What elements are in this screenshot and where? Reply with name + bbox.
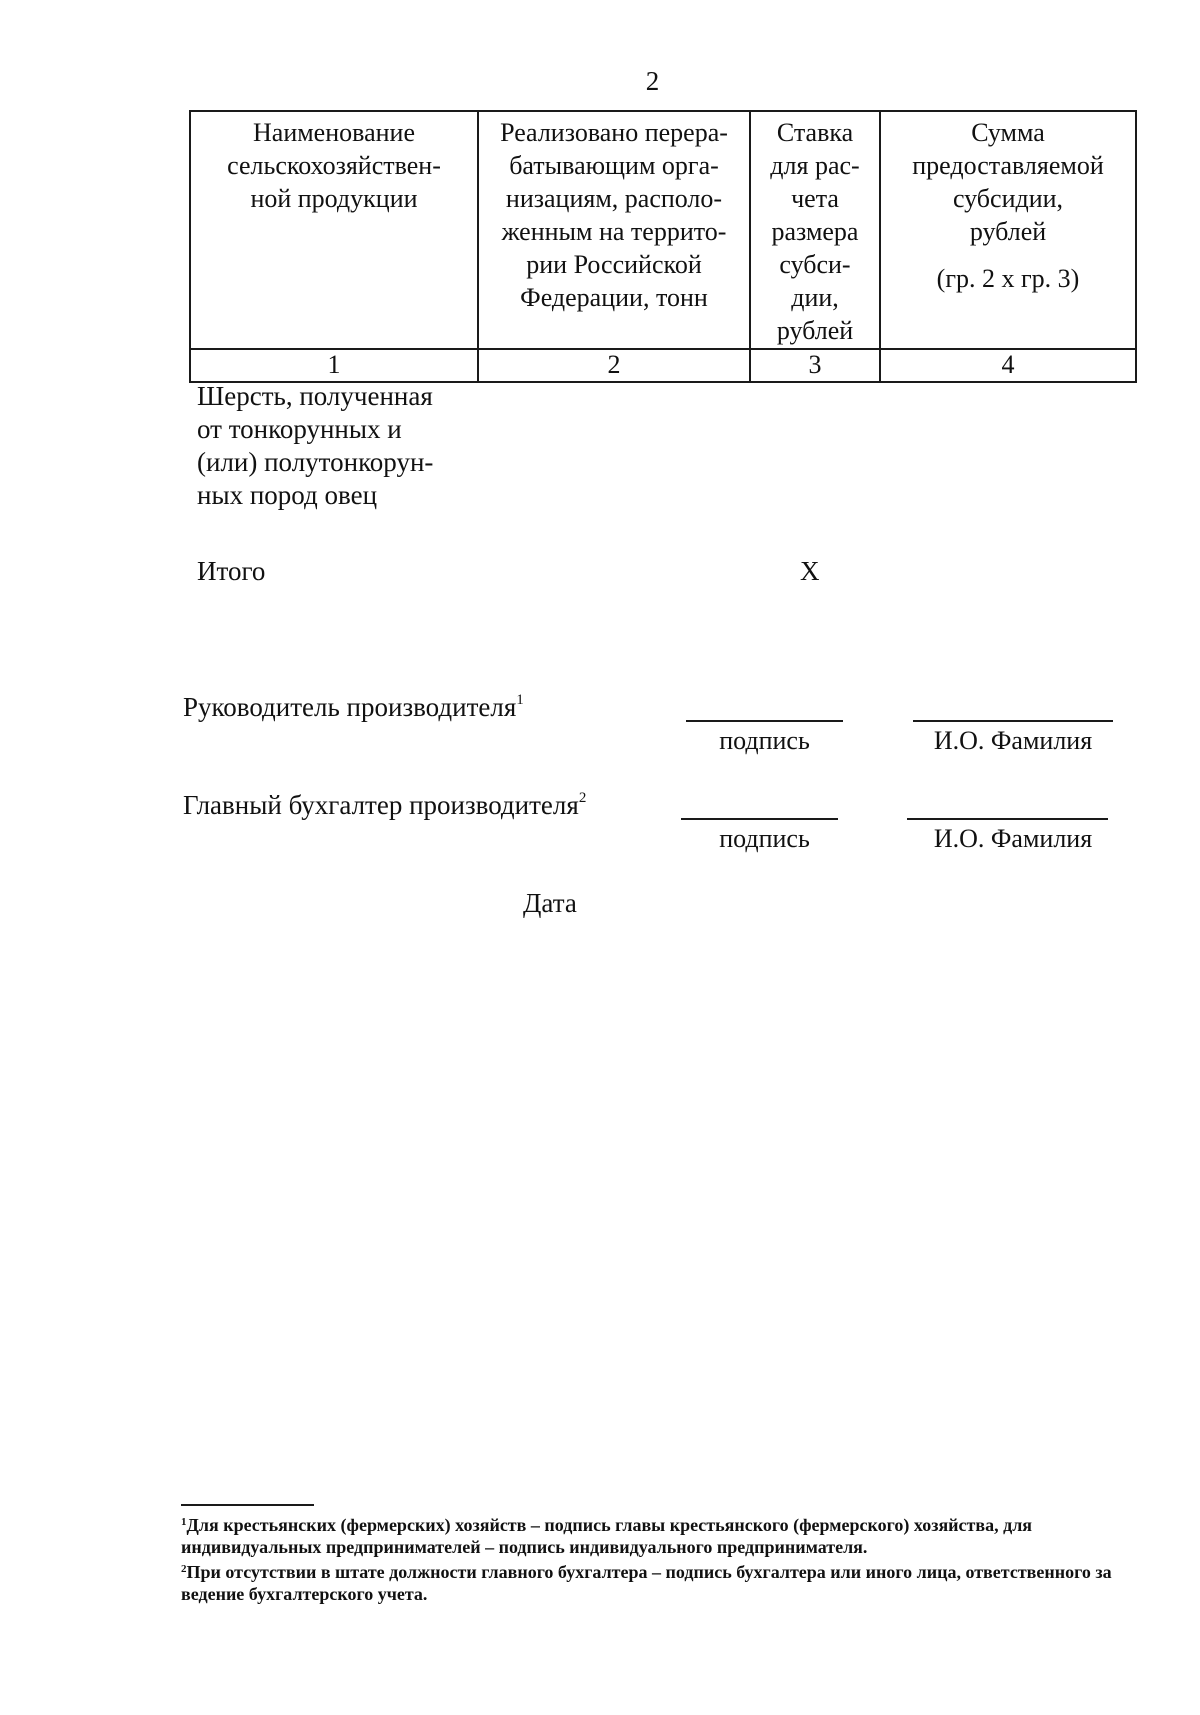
head-name-caption: И.О. Фамилия [933,726,1093,755]
accountant-name-caption: И.О. Фамилия [933,824,1093,853]
head-signature-line [686,720,843,722]
column-number: 1 [190,349,478,382]
accountant-signature-line [681,818,838,820]
header-product-name: Наименование сельскохозяйствен- ной продукции [190,111,478,349]
accountant-name-line [907,818,1108,820]
accountant-signature-caption: подпись [719,824,810,853]
column-number: 4 [880,349,1136,382]
accountant-signature-label: Главный бухгалтер производителя$^2$ [183,790,587,820]
page-number: 2 [645,66,660,96]
column-number-row [190,349,1136,382]
total-label: Итого [197,556,266,586]
header-sold-tonnes: Реализовано перера- батывающим орга- низациям, располо- женным на террито- рии Российской Федерации, тонн [478,111,750,349]
head-signature-label: Руководитель производителя$^1$ [183,692,524,722]
footnote-1: $^1$Для крестьянских (фермерских) хозяйств – подпись главы крестьянского (фермерского) хозяйства, для индивидуальных предпринимателей – подпись индивидуального предпринимателя. [181,1515,1033,1557]
footnotes [181,1511,1131,1605]
header-subsidy-rate: Ставка для рас- чета размера субси- дии, рублей [750,111,880,349]
column-number: 3 [750,349,880,382]
footnote-separator [181,1504,314,1506]
head-signature-caption: подпись [719,726,810,755]
amount-formula: (гр. 2 х гр. 3) [936,264,1080,293]
table-header-row [190,111,1136,349]
header-subsidy-amount: Сумма предоставляемой субсидии, рублей (гр. 2 х гр. 3) [880,111,1136,349]
date-label: Дата [523,888,577,918]
footnote-ref: 2 [578,790,587,806]
column-number: 2 [478,349,750,382]
subsidy-table [189,110,1137,383]
footnote-2: $^2$При отсутствии в штате должности главного бухгалтера – подпись бухгалтера или иного лица, ответственного за ведение бухгалтерского учета. [181,1562,1112,1604]
head-name-line [913,720,1113,722]
product-row-name: Шерсть, полученная от тонкорунных и (или) полутонкорун- ных пород овец [197,381,434,510]
total-rate-mark: Х [800,556,820,586]
footnote-ref: 1 [516,692,524,708]
